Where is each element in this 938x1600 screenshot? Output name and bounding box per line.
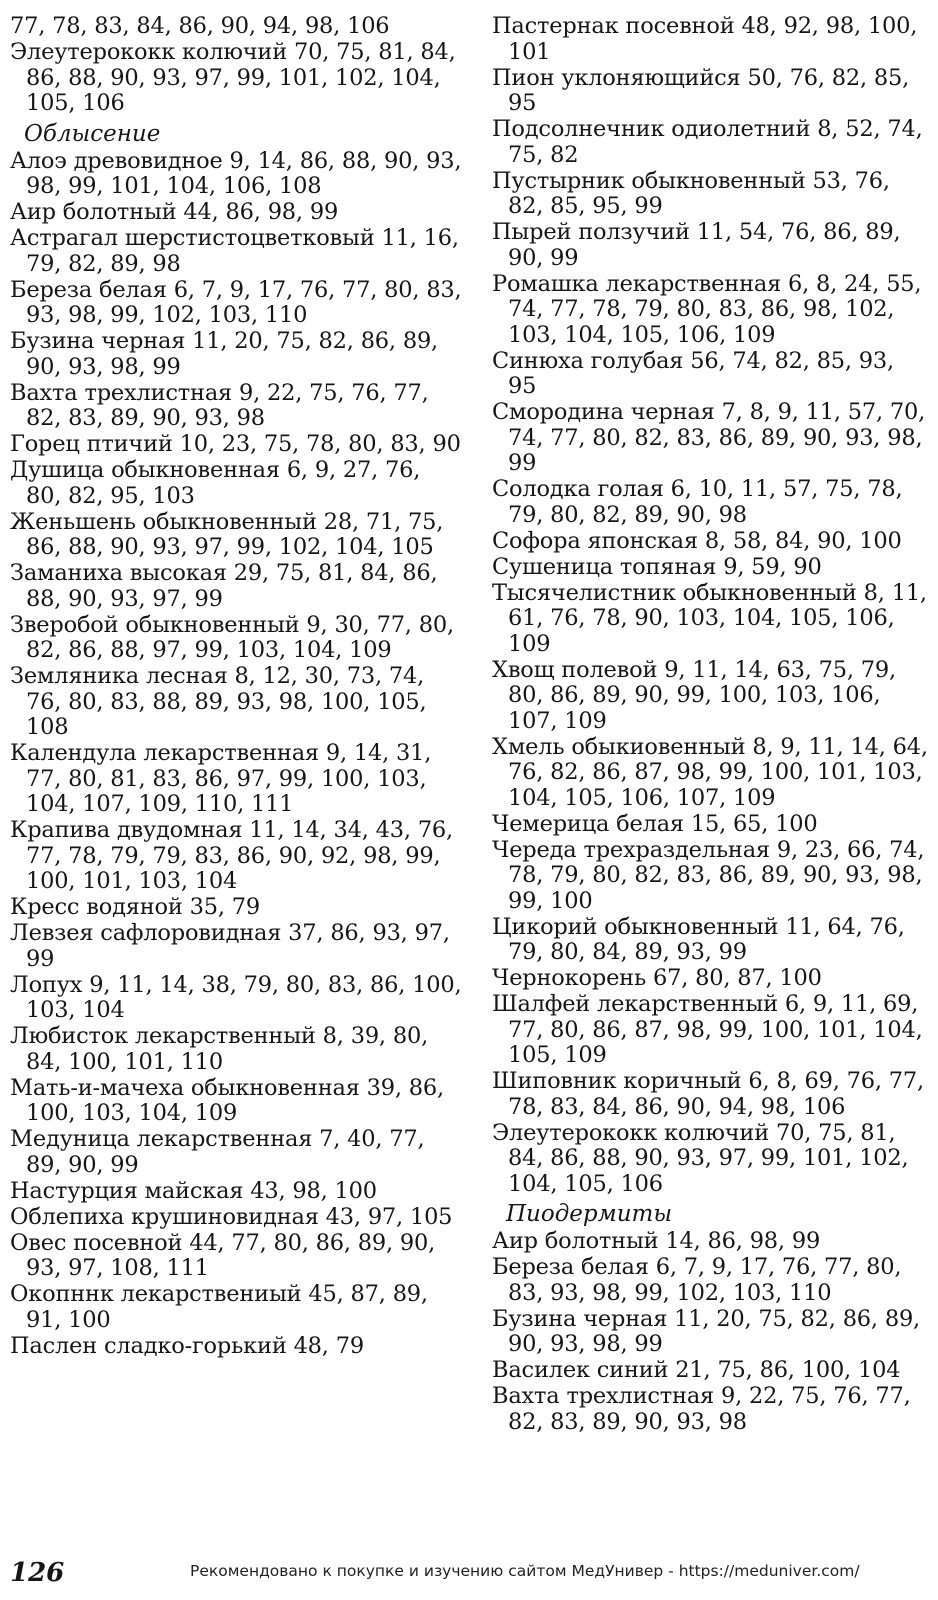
- index-entry: Элеутерококк колючий 70, 75, 81, 84, 86, 88, 90, 93, 97, 99, 101, 102, 104, 105, 106: [492, 1119, 909, 1197]
- index-entry: Душица обыкновенная 6, 9, 27, 76, 80, 82, 95, 103: [10, 457, 421, 509]
- index-entry: Заманиха высокая 29, 75, 81, 84, 86, 88, 90, 93, 97, 99: [10, 560, 438, 612]
- index-entry: Женьшень обыкновенный 28, 71, 75, 86, 88, 90, 93, 97, 99, 102, 104, 105: [10, 508, 444, 560]
- index-entry: Цикорий обыкновенный 11, 64, 76, 79, 80, 84, 89, 93, 99: [492, 913, 905, 965]
- index-entry: Астрагал шерстистоцветковый 11, 16, 79, 82, 89, 98: [10, 225, 459, 277]
- index-entry: Василек синий 21, 75, 86, 100, 104: [492, 1357, 901, 1383]
- index-entry: Софора японская 8, 58, 84, 90, 100: [492, 527, 902, 554]
- right-column: [492, 14, 928, 1435]
- index-entry: Пустырник обыкновенный 53, 76, 82, 85, 95, 99: [492, 167, 890, 219]
- index-entry: Солодка голая 6, 10, 11, 57, 75, 78, 79, 80, 82, 89, 90, 98: [492, 476, 903, 528]
- index-entry: Синюха голубая 56, 74, 82, 85, 93, 95: [492, 347, 894, 399]
- index-entry: Тысячелистник обыкновенный 8, 11, 61, 76, 78, 90, 103, 104, 105, 106, 109: [492, 579, 927, 657]
- index-entry: Сушеница топяная 9, 59, 90: [492, 553, 822, 580]
- index-entry: Ромашка лекарственная 6, 8, 24, 55, 74, 77, 78, 79, 80, 83, 86, 98, 102, 103, 104, 105, 106, 109: [492, 270, 922, 348]
- index-entry: Земляника лесная 8, 12, 30, 73, 74, 76, 80, 83, 88, 89, 93, 98, 100, 105, 108: [10, 663, 427, 740]
- section-heading: Облысение: [24, 120, 161, 147]
- index-entry: Пастернак посевной 48, 92, 98, 100, 101: [492, 13, 918, 65]
- index-entry: Пион уклоняющийся 50, 76, 82, 85, 95: [492, 64, 910, 116]
- index-entry: Календула лекарственная 9, 14, 31, 77, 80, 81, 83, 86, 97, 99, 100, 103, 104, 107, 109, 110, 111: [10, 740, 432, 817]
- index-entry: Бузина черная 11, 20, 75, 82, 86, 89, 90, 93, 98, 99: [10, 328, 439, 380]
- index-entry: Бузина черная 11, 20, 75, 82, 86, 89, 90, 93, 98, 99: [492, 1305, 921, 1357]
- index-entry: Береза белая 6, 7, 9, 17, 76, 77, 80, 83, 93, 98, 99, 102, 103, 110: [10, 276, 462, 328]
- index-entry: Вахта трехлистная 9, 22, 75, 76, 77, 82, 83, 89, 90, 93, 98: [492, 1383, 911, 1435]
- index-entry: Крапива двудомная 11, 14, 34, 43, 76, 77, 78, 79, 79, 83, 86, 90, 92, 98, 99, 100, 101, 103, 104: [10, 817, 453, 894]
- index-entry: Чемерица белая 15, 65, 100: [492, 810, 818, 837]
- index-entry: Элеутерококк колючий 70, 75, 81, 84, 86, 88, 90, 93, 97, 99, 101, 102, 104, 105, 106: [10, 39, 456, 116]
- index-entry: Любисток лекарственный 8, 39, 80, 84, 100, 101, 110: [10, 1023, 429, 1075]
- index-entry: Облепиха крушиновидная 43, 97, 105: [10, 1203, 453, 1230]
- index-entry: Левзея сафлоровидная 37, 86, 93, 97, 99: [10, 920, 450, 972]
- index-entry: Паслен сладко-горький 48, 79: [10, 1332, 364, 1359]
- index-entry: Пырей ползучий 11, 54, 76, 86, 89, 90, 99: [492, 219, 901, 271]
- index-entry: Хвощ полевой 9, 11, 14, 63, 75, 79, 80, 86, 89, 90, 99, 100, 103, 106, 107, 109: [492, 656, 896, 734]
- index-entry: Лопух 9, 11, 14, 38, 79, 80, 83, 86, 100, 103, 104: [10, 971, 462, 1023]
- index-entry: Горец птичий 10, 23, 75, 78, 80, 83, 90: [10, 431, 461, 457]
- index-entry: Аир болотный 44, 86, 98, 99: [10, 199, 339, 225]
- index-entry: Окопннк лекарствениый 45, 87, 89, 91, 100: [10, 1281, 428, 1333]
- index-entry: Медуница лекарственная 7, 40, 77, 89, 90, 99: [10, 1126, 425, 1178]
- index-entry: Смородина черная 7, 8, 9, 11, 57, 70, 74, 77, 80, 82, 83, 86, 89, 90, 93, 98, 99: [492, 399, 926, 476]
- index-entry-continuation: 77, 78, 83, 84, 86, 90, 94, 98, 106: [10, 13, 390, 39]
- index-entry: Мать-и-мачеха обыкновенная 39, 86, 100, 103, 104, 109: [10, 1074, 444, 1126]
- page-number: 126: [10, 1558, 65, 1588]
- index-entry: Береза белая 6, 7, 9, 17, 76, 77, 80, 83, 93, 98, 99, 102, 103, 110: [492, 1254, 902, 1306]
- index-entry: Настурция майская 43, 98, 100: [10, 1177, 377, 1204]
- index-entry: Шалфей лекарственный 6, 9, 11, 69, 77, 80, 86, 87, 98, 99, 100, 101, 104, 105, 109: [492, 991, 923, 1068]
- index-entry: Зверобой обыкновенный 9, 30, 77, 80, 82, 86, 88, 97, 99, 103, 104, 109: [10, 611, 454, 663]
- index-entry: Алоэ древовидное 9, 14, 86, 88, 90, 93, 98, 99, 101, 104, 106, 108: [10, 147, 462, 199]
- left-column: [10, 14, 462, 1359]
- index-entry: Шиповник коричный 6, 8, 69, 76, 77, 78, 83, 84, 86, 90, 94, 98, 106: [492, 1068, 924, 1120]
- section-heading: Пиодермиты: [506, 1201, 673, 1227]
- index-entry: Вахта трехлистная 9, 22, 75, 76, 77, 82, 83, 89, 90, 93, 98: [10, 379, 429, 431]
- index-entry: Кресс водяной 35, 79: [10, 894, 261, 920]
- index-entry: Хмель обыкиовенный 8, 9, 11, 14, 64, 76, 82, 86, 87, 98, 99, 100, 101, 103, 104, 105, 106, 107, 109: [492, 733, 928, 811]
- index-entry: Аир болотный 14, 86, 98, 99: [492, 1228, 821, 1254]
- index-entry: Череда трехраздельная 9, 23, 66, 74, 78, 79, 80, 82, 83, 86, 89, 90, 93, 98, 99, 100: [492, 836, 925, 914]
- index-entry: Чернокорень 67, 80, 87, 100: [492, 965, 822, 991]
- watermark-text: Рекомендовано к покупке и изучению сайтом МедУнивер - https://meduniver.com/: [190, 1562, 860, 1580]
- index-entry: Овес посевной 44, 77, 80, 86, 89, 90, 93, 97, 108, 111: [10, 1229, 436, 1281]
- index-entry: Подсолнечник одиолетний 8, 52, 74, 75, 82: [492, 116, 923, 168]
